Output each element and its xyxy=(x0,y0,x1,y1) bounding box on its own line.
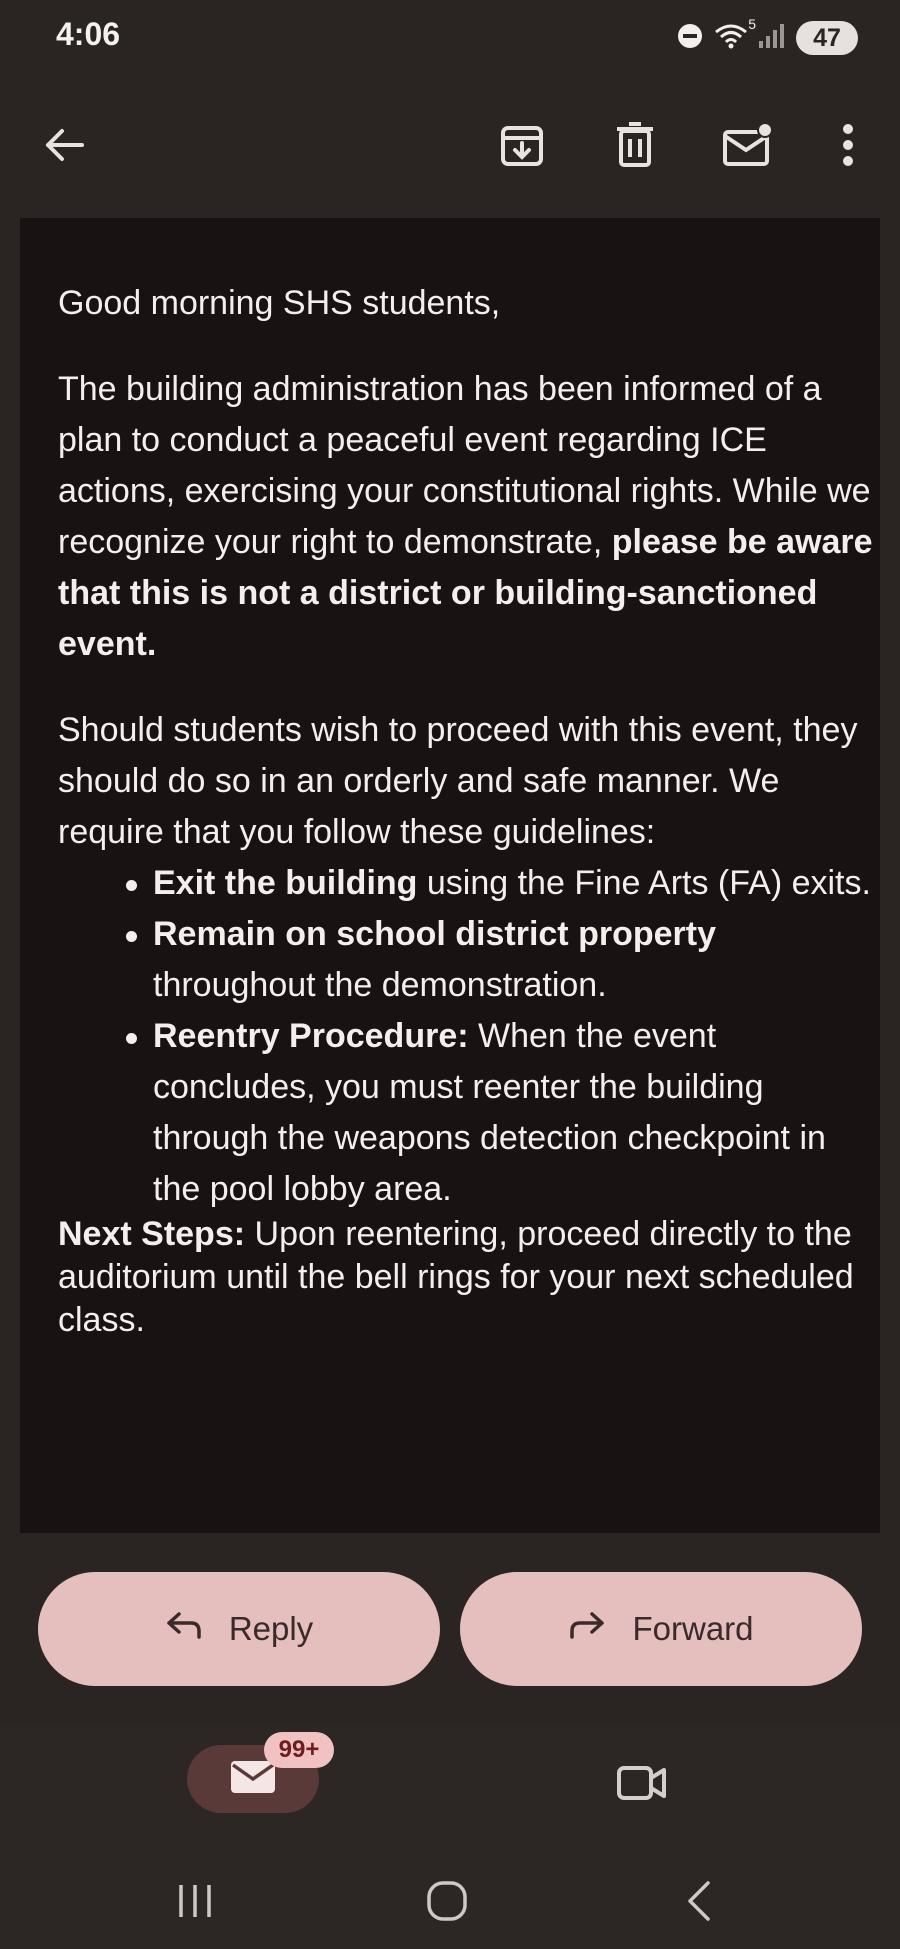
mark-unread-button[interactable] xyxy=(716,115,780,179)
wifi-band-label: 5 xyxy=(748,15,756,32)
email-body xyxy=(58,278,878,1342)
next-steps xyxy=(58,1213,878,1342)
wifi-icon xyxy=(714,15,756,55)
forward-icon xyxy=(568,1610,606,1648)
battery-indicator: 47 xyxy=(796,21,858,55)
list-item-bold: Exit the building xyxy=(153,864,418,902)
paragraph-guidelines: Should students wish to proceed with this event, they should do so in an orderly and safe manner. We require that you follow these guidelines: xyxy=(58,711,858,851)
reply-button[interactable] xyxy=(38,1572,440,1686)
trash-icon xyxy=(613,121,657,174)
delete-button[interactable] xyxy=(603,115,667,179)
guidelines-list xyxy=(58,858,878,1215)
system-back-button[interactable] xyxy=(664,1873,734,1933)
list-item-bold: Reentry Procedure: xyxy=(153,1017,469,1055)
archive-button[interactable] xyxy=(490,115,554,179)
list-item-text: throughout the demonstration. xyxy=(153,966,607,1004)
email-content-panel xyxy=(20,218,880,1533)
status-icons xyxy=(676,15,858,58)
list-item xyxy=(153,858,878,909)
reply-icon xyxy=(165,1610,203,1648)
video-icon xyxy=(616,1790,668,1807)
status-bar xyxy=(0,0,900,72)
status-time: 4:06 xyxy=(56,16,121,52)
next-steps-text: Upon reentering, proceed directly to the auditorium until the bell rings for your next scheduled class. xyxy=(58,1215,854,1339)
list-item-text: using the Fine Arts (FA) exits. xyxy=(417,864,871,902)
greeting: Good morning SHS students, xyxy=(58,284,501,322)
list-item-bold: Remain on school district property xyxy=(153,915,716,953)
email-toolbar xyxy=(0,95,900,195)
forward-button[interactable] xyxy=(460,1572,862,1686)
paragraph-intro-text: The building administration has been informed of a plan to conduct a peaceful event regarding ICE actions, exercising your constitutional rights. While we recognize your right to demonstrate, xyxy=(58,370,871,561)
archive-icon xyxy=(499,122,545,173)
paragraph-intro xyxy=(58,364,878,670)
signal-icon xyxy=(758,23,786,54)
mail-icon xyxy=(229,1759,277,1800)
mail-unread-badge: 99+ xyxy=(264,1732,334,1768)
next-steps-bold: Next Steps: xyxy=(58,1215,246,1253)
forward-label: Forward xyxy=(632,1610,754,1647)
meet-tab[interactable] xyxy=(616,1763,680,1819)
mail-unread-icon xyxy=(722,122,774,173)
bottom-navigation xyxy=(0,1725,900,1949)
more-options-button[interactable] xyxy=(816,115,880,179)
chevron-left-icon xyxy=(684,1879,714,1928)
back-button[interactable] xyxy=(32,115,96,179)
recent-apps-icon xyxy=(175,1883,215,1924)
arrow-left-icon xyxy=(42,123,86,172)
reply-label: Reply xyxy=(228,1610,314,1647)
list-item xyxy=(153,909,878,1011)
recent-apps-button[interactable] xyxy=(160,1873,230,1933)
list-item xyxy=(153,1011,878,1215)
list-item-text: When the event concludes, you must reenter the building through the weapons detection checkpoint in the pool lobby area. xyxy=(153,1017,826,1208)
do-not-disturb-icon xyxy=(676,22,704,55)
home-button[interactable] xyxy=(412,1873,482,1933)
paragraph-intro-bold: please be aware that this is not a district or building-sanctioned event. xyxy=(58,523,873,663)
more-vertical-icon xyxy=(842,123,854,172)
home-icon xyxy=(425,1879,469,1928)
